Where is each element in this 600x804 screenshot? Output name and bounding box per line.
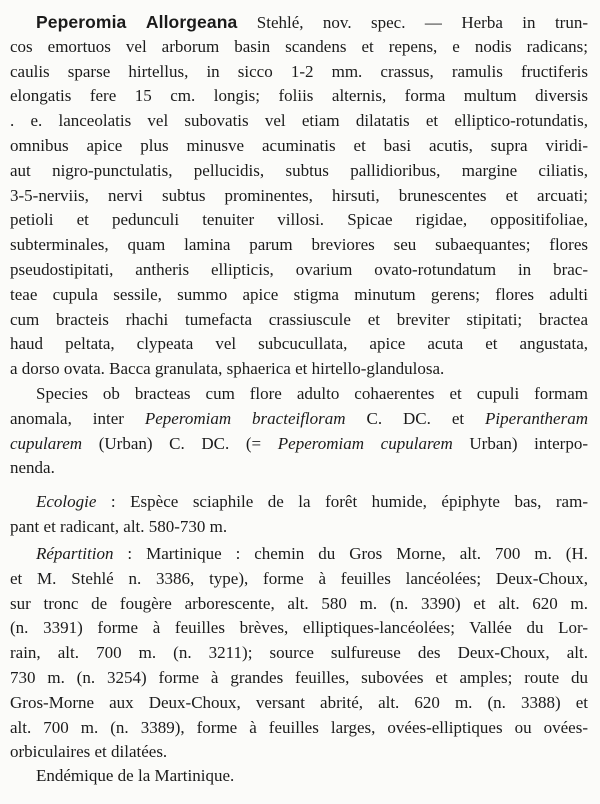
taxon-name: Peperomiam bracteifloram xyxy=(144,408,346,428)
note-text: anomala, inter xyxy=(10,408,145,428)
description-line: cos emortuos vel arborum basin scandens et repens, e nodis radicans; xyxy=(10,36,588,56)
description-line: 3-5-nerviis, nervi subtus prominentes, hirsuti, brunescentes et arcuati; xyxy=(10,185,588,205)
description-line: cum bracteis rhachi tumefacta crassiuscule et breviter stipitati; bractea xyxy=(10,309,588,329)
note-line: Species ob bracteas cum flore adulto cohaerentes et cupuli formam xyxy=(36,384,588,403)
repartition-text: Martinique : chemin du Gros Morne, alt. 700 m. (H. xyxy=(146,544,588,563)
description-line: a dorso ovata. Bacca granulata, sphaerica et hirtello-glandulosa. xyxy=(10,359,445,379)
repartition-line: alt. 700 m. (n. 3389), forme à feuilles larges, ovées-elliptiques ou ovées- xyxy=(10,717,588,737)
repartition-line: orbiculaires et dilatées. xyxy=(10,742,168,762)
taxon-name: cupularem xyxy=(10,433,83,453)
description-line: elongatis fere 15 cm. longis; foliis alternis, forma multum diversis xyxy=(10,86,588,106)
description-line: aut nigro-punctulatis, pellucidis, subtus pallidioribus, margine ciliatis, xyxy=(10,160,588,180)
ecologie-line: pant et radicant, alt. 580-730 m. xyxy=(10,516,228,536)
species-note-paragraph xyxy=(10,382,588,481)
description-line: caulis sparse hirtellus, in sicco 1-2 mm. crassus, ramulis fructiferis xyxy=(10,61,588,81)
repartition-line: 730 m. (n. 3254) forme à grandes feuilles, subovées et amples; route du xyxy=(10,667,588,687)
note-line xyxy=(10,432,588,457)
ecologie-paragraph xyxy=(10,490,588,540)
repartition-line: Gros-Morne aux Deux-Choux, versant abrité, alt. 620 m. (n. 3388) et xyxy=(10,692,588,712)
note-line: nenda. xyxy=(10,458,55,478)
note-text: Urban) interpo- xyxy=(452,433,588,453)
description-line: teae cupula sessile, summo apice stigma minutum gerens; flores adulti xyxy=(10,284,588,304)
repartition-line: sur tronc de fougère arborescente, alt. 580 m. (n. 3390) et alt. 620 m. xyxy=(10,593,588,613)
ecologie-line xyxy=(10,490,588,515)
description-line: . e. lanceolatis vel subovatis vel etiam dilatatis et elliptico-rotundatis, xyxy=(10,111,588,131)
repartition-line: rain, alt. 700 m. (n. 3211); source sulfureuse des Deux-Choux, alt. xyxy=(10,643,588,663)
description-line: pseudostipitati, antheris ellipticis, ovarium ovato-rotundatum in brac- xyxy=(10,259,588,279)
repartition-line: et M. Stehlé n. 3386, type), forme à feuilles lancéolées; Deux-Choux, xyxy=(10,568,588,588)
repartition-line xyxy=(10,542,588,567)
endemic-line: Endémique de la Martinique. xyxy=(36,766,235,785)
repartition-paragraph xyxy=(10,542,588,765)
note-text: C. DC. et xyxy=(345,408,486,428)
note-text: (Urban) C. DC. (= xyxy=(82,433,278,453)
author-and-start: Stehlé, nov. spec. — Herba in trun- xyxy=(237,13,588,32)
note-line xyxy=(10,407,588,432)
endemic-paragraph xyxy=(10,764,588,789)
repartition-label: Répartition xyxy=(36,544,114,563)
taxon-name: Piperantheram xyxy=(485,408,588,428)
description-line: omnibus apice plus minusve acuminatis et basi acutis, supra viridi- xyxy=(10,135,588,155)
description-line: subterminales, quam lamina parum breviores seu subaequantes; flores xyxy=(10,235,588,255)
repartition-line: (n. 3391) forme à feuilles brèves, elliptiques-lancéolées; Vallée du Lor- xyxy=(10,618,588,638)
taxon-name: Peperomiam cupularem xyxy=(277,433,453,453)
ecologie-text: Espèce sciaphile de la forêt humide, épiphyte bas, ram- xyxy=(130,492,588,511)
description-line: haud peltata, clypeata vel subcucullata, apice acuta et angustata, xyxy=(10,334,588,354)
latin-description-paragraph xyxy=(10,10,588,382)
description-line: petioli et pedunculi tenuiter villosi. Spicae rigidae, oppositifoliae, xyxy=(10,210,588,230)
label-separator: : xyxy=(96,492,131,511)
species-name: Peperomia Allorgeana xyxy=(36,12,238,32)
label-separator: : xyxy=(113,544,147,563)
ecologie-label: Ecologie xyxy=(36,492,97,511)
description-line xyxy=(10,10,588,35)
